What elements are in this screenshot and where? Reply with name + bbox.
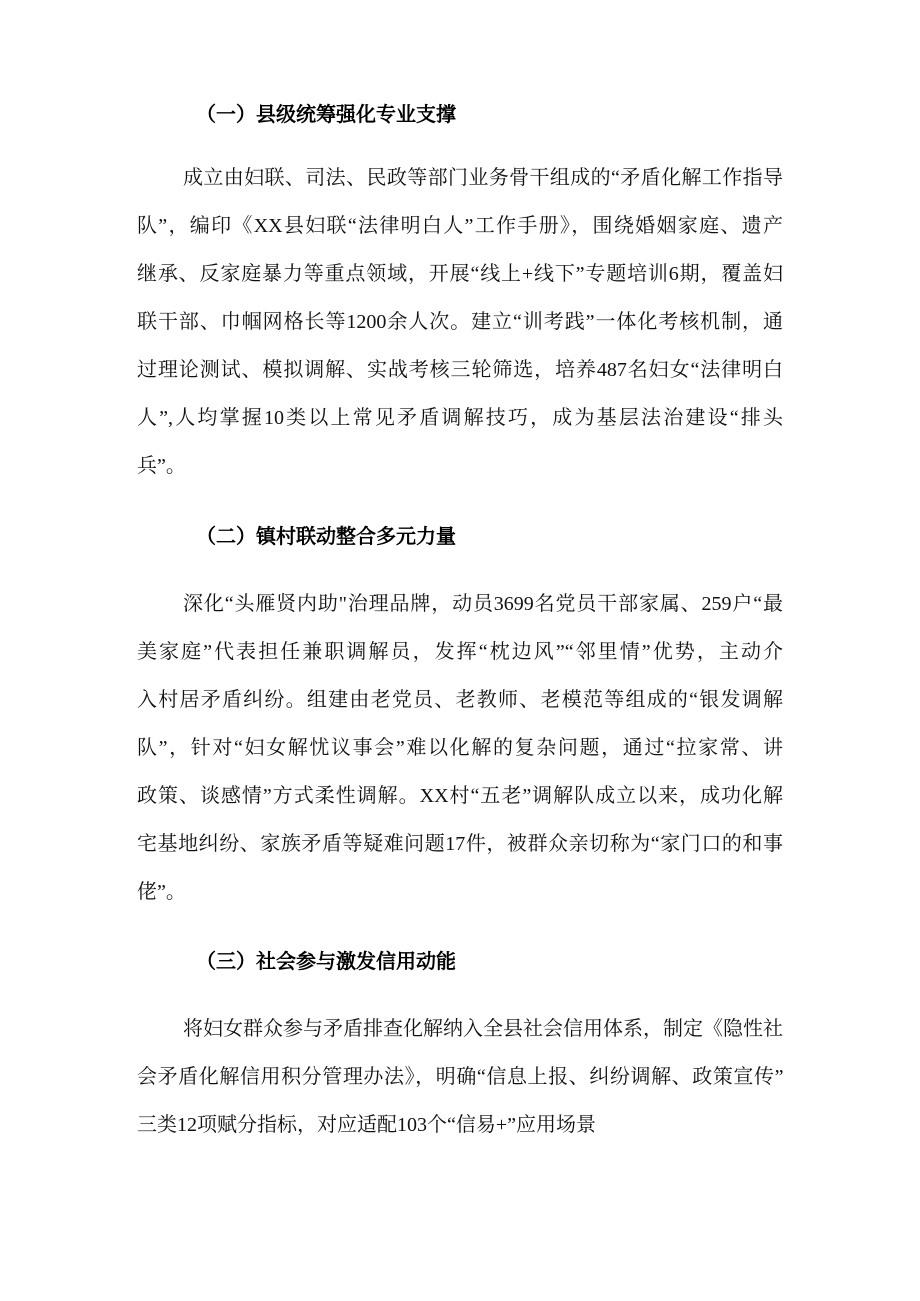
section-heading: （三）社会参与激发信用动能 [196,951,456,973]
paragraph [137,154,783,490]
paragraph-line: 人”,人均掌握10类以上常见矛盾调解技巧，成为基层法治建设“排头 [137,407,783,429]
paragraph-line: 队”，编印《XX县妇联“法律明白人”工作手册》，围绕婚姻家庭、遗产 [137,215,783,237]
paragraph-line: 深化“头雁贤内助"治理品牌，动员3699名党员干部家属、259户“最 [183,593,783,615]
paragraph [137,1005,783,1149]
paragraph-line: 三类12项赋分指标，对应适配103个“信易+”应用场景 [137,1114,597,1136]
paragraph [137,580,783,916]
paragraph-line: 继承、反家庭暴力等重点领域，开展“线上+线下”专题培训6期，覆盖妇 [137,263,783,285]
paragraph-line: 成立由妇联、司法、民政等部门业务骨干组成的“矛盾化解工作指导 [183,167,783,189]
paragraph-line: 会矛盾化解信用积分管理办法》，明确“信息上报、纠纷调解、政策宣传” [137,1066,783,1088]
section-heading: （二）镇村联动整合多元力量 [196,526,456,548]
paragraph-line: 宅基地纠纷、家族矛盾等疑难问题17件，被群众亲切称为“家门口的和事 [137,833,783,855]
paragraph-line: 美家庭”代表担任兼职调解员，发挥“枕边风”“邻里情”优势，主动介 [137,641,783,663]
paragraph-line: 队”，针对“妇女解忧议事会”难以化解的复杂问题，通过“拉家常、讲 [137,737,783,759]
paragraph-line: 联干部、巾帼网格长等1200余人次。建立“训考践”一体化考核机制，通 [137,311,783,333]
paragraph-line: 兵”。 [137,455,186,477]
paragraph-line: 将妇女群众参与矛盾排查化解纳入全县社会信用体系，制定《隐性社 [183,1018,783,1040]
paragraph-line: 政策、谈感情”方式柔性调解。XX村“五老”调解队成立以来，成功化解 [137,785,783,807]
section-heading: （一）县级统筹强化专业支撑 [196,104,456,126]
paragraph-line: 过理论测试、模拟调解、实战考核三轮筛选，培养487名妇女“法律明白 [137,359,783,381]
paragraph-line: 佬”。 [137,881,186,903]
paragraph-line: 入村居矛盾纠纷。组建由老党员、老教师、老模范等组成的“银发调解 [137,689,783,711]
